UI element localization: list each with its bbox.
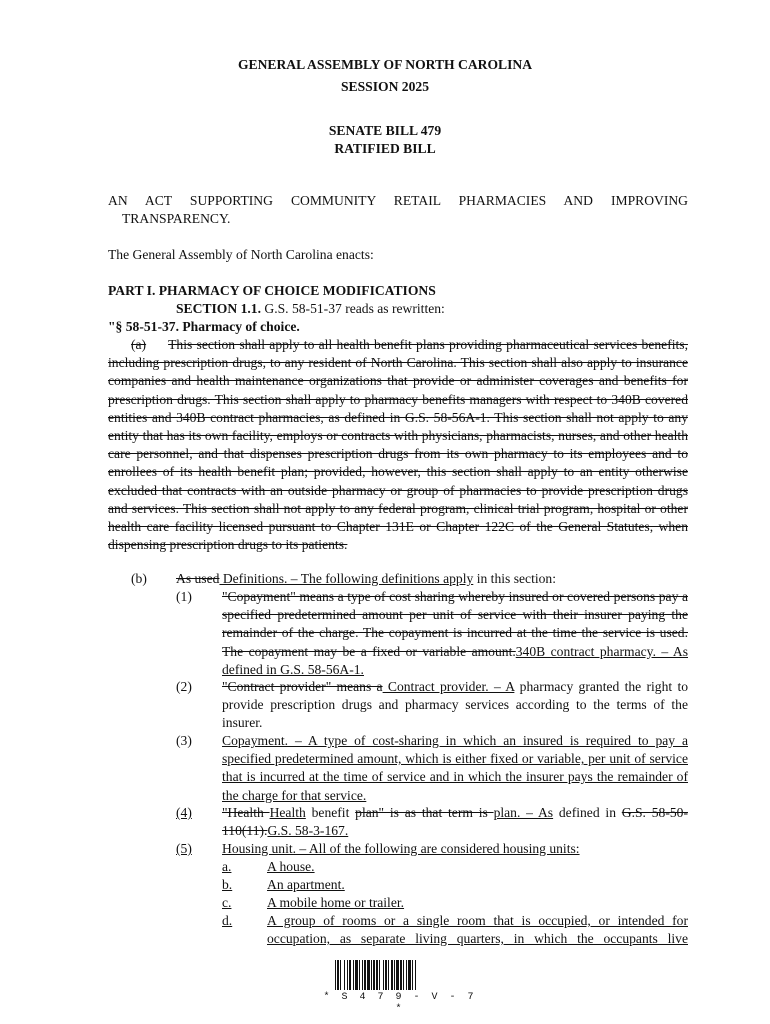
def-5-item-c-tag: c. bbox=[222, 895, 232, 910]
enacting-clause: The General Assembly of North Carolina enacts: bbox=[108, 247, 374, 262]
def-4-text-2: defined in bbox=[553, 805, 622, 820]
def-1-inserted: 340B contract pharmacy. – As defined in G.S. 58-56A-1. bbox=[222, 643, 688, 677]
def-4-tag: (4) bbox=[176, 805, 192, 820]
def-5-item-a-tag: a. bbox=[222, 859, 232, 874]
statute-name: Pharmacy of choice. bbox=[178, 319, 300, 334]
def-1-tag: (1) bbox=[176, 589, 192, 604]
def-4 bbox=[222, 804, 688, 840]
subsection-b-rest: in this section: bbox=[473, 571, 556, 586]
act-title-line-2: TRANSPARENCY. bbox=[122, 211, 231, 226]
def-2-inserted: Contract provider. – A bbox=[382, 679, 515, 694]
statute-quote: "§ 58-51-37. bbox=[108, 319, 179, 334]
act-title-line-1: AN ACT SUPPORTING COMMUNITY RETAIL PHARMACIES AND IMPROVING bbox=[108, 193, 688, 208]
session-heading: SESSION 2025 bbox=[340, 79, 429, 94]
barcode-text: * S 4 7 9 - V - 7 * bbox=[323, 992, 477, 1015]
def-5-item-b: An apartment. bbox=[267, 877, 345, 892]
def-1-struck: "Copayment" means a type of cost sharing whereby insured or covered persons pay a specified predetermined amount per unit of service with their insurer paying the remainder of the charge. The copayment is incurred at the time the service is used. The copayment may be a fixed or variable amount. bbox=[222, 589, 688, 659]
def-5-item-d: A group of rooms or a single room that is occupied, or intended for occupation, as separate living quarters, in which the occupants live bbox=[267, 913, 688, 947]
subsection-b-tag: (b) bbox=[131, 571, 147, 586]
barcode bbox=[335, 960, 465, 990]
def-5-item-c: A mobile home or trailer. bbox=[267, 895, 405, 910]
def-4-struck-3: G.S. 58-50-110(11). bbox=[222, 805, 688, 839]
def-4-struck-2: plan" is as that term is bbox=[355, 805, 494, 820]
def-4-struck-1: "Health bbox=[222, 805, 270, 820]
subsection-a-text: This section shall apply to all health benefit plans providing pharmaceutical services benefits, including prescription drugs, to any resident of North Carolina. This section shall also apply to insurance companies and health maintenance organizations that provide or administer coverages and benefits for prescription drugs. This section shall apply to pharmacy benefits managers with respect to 340B covered entities and 340B contract pharmacies, as defined in G.S. 58-56A-1. This section shall not apply to any entity that has its own facility, employs or contracts with physicians, pharmacists, nurses, and other health care personnel, and that dispenses prescription drugs from its own pharmacy to its employees and to enrollees of its health benefit plan; provided, however, this section shall apply to an entity otherwise excluded that contracts with an outside pharmacy or group of pharmacies to provide prescription drugs and services. This section shall not apply to any federal program, clinical trial program, hospital or other health care facility licensed pursuant to Chapter 131E or Chapter 122C of the General Statutes, when dispensing prescription drugs to its patients. bbox=[108, 337, 688, 553]
def-1 bbox=[222, 588, 688, 679]
section-label: SECTION 1.1. bbox=[176, 301, 261, 316]
def-2-struck: "Contract provider" means a bbox=[222, 679, 383, 694]
bill-type: RATIFIED BILL bbox=[334, 141, 436, 156]
def-3: Copayment. – A type of cost-sharing in which an insured is required to pay a specified predetermined amount, which is either fixed or variable, per unit of service that is incurred at the time of service and in which the insurer pays the remainder of the charge for that service. bbox=[222, 733, 688, 803]
def-2-tag: (2) bbox=[176, 679, 192, 694]
subsection-b bbox=[176, 570, 688, 588]
bill-number: SENATE BILL 479 bbox=[328, 123, 442, 138]
subsection-b-struck: As used bbox=[176, 571, 220, 586]
def-5-tag: (5) bbox=[176, 841, 192, 856]
def-4-inserted-3: G.S. 58-3-167. bbox=[267, 823, 349, 839]
subsection-b-inserted: Definitions. – The following definitions apply bbox=[219, 571, 474, 586]
assembly-heading: GENERAL ASSEMBLY OF NORTH CAROLINA bbox=[237, 57, 533, 72]
def-5-item-b-tag: b. bbox=[222, 877, 233, 892]
def-4-text-1: benefit bbox=[305, 805, 356, 820]
subsection-a bbox=[108, 336, 688, 554]
part-title: PART I. PHARMACY OF CHOICE MODIFICATIONS bbox=[108, 283, 436, 298]
subsection-a-tag: (a) bbox=[131, 337, 147, 352]
section-heading bbox=[176, 300, 445, 318]
def-4-inserted-1: Health bbox=[269, 805, 306, 820]
def-3-tag: (3) bbox=[176, 733, 192, 748]
def-2-rest: pharmacy granted the right to provide prescription drugs and pharmacy services according to the terms of the insurer. bbox=[222, 679, 689, 731]
def-4-inserted-2: plan. – As bbox=[493, 805, 554, 820]
def-5-item-a: A house. bbox=[267, 859, 315, 874]
statute-title bbox=[108, 318, 300, 336]
def-2 bbox=[222, 678, 688, 733]
def-5-item-d-tag: d. bbox=[222, 913, 233, 928]
section-text: G.S. 58-51-37 reads as rewritten: bbox=[260, 301, 445, 316]
def-5: Housing unit. – All of the following are considered housing units: bbox=[222, 841, 580, 856]
